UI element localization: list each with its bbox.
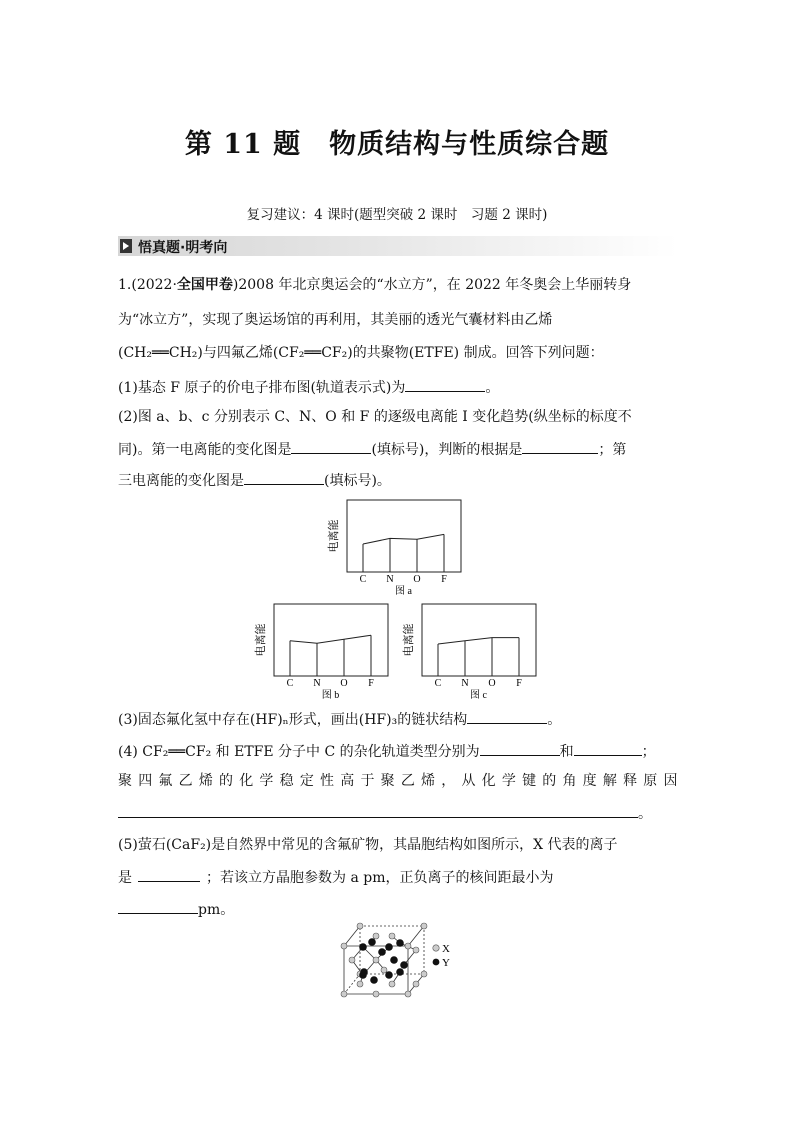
x-ion: [357, 923, 363, 929]
chart-tick-label: F: [441, 574, 447, 585]
chart-b-svg: [252, 598, 392, 702]
chart-tick-label: C: [286, 678, 294, 689]
part-2-line-1: (2)图 a、b、c 分别表示 C、N、O 和 F 的逐级电离能 I 变化趋势(纵坐标的标度不: [118, 409, 632, 425]
chart-tick-label: O: [488, 678, 496, 689]
y-ion: [370, 976, 378, 984]
chart-ylabel: 电离能: [328, 519, 340, 553]
answer-blank-2b[interactable]: [522, 438, 598, 454]
part-2-line-3: 三电离能的变化图是 (填标号)。: [118, 469, 680, 490]
x-ion: [341, 943, 347, 949]
x-ion: [389, 933, 395, 939]
chart-tick-label: F: [368, 678, 374, 689]
part-5-line-2: 是 ；若该立方晶胞参数为 a pm，正负离子的核间距最小为: [118, 866, 680, 887]
x-ion: [373, 933, 379, 939]
chart-ylabel: 电离能: [403, 623, 415, 657]
unit-cell-edges: [344, 926, 424, 994]
y-ion: [396, 968, 404, 976]
part-2-line-2: 同)。第一电离能的变化图是 (填标号)，判断的根据是 ；第: [118, 438, 680, 459]
y-ion: [400, 961, 408, 969]
figure-c: [400, 598, 540, 702]
x-ion: [357, 981, 363, 987]
y-ion: [385, 971, 393, 979]
y-ion: [378, 948, 386, 956]
chart-tick-label: C: [434, 678, 442, 689]
answer-blank-3[interactable]: [467, 708, 547, 724]
answer-blank-4a[interactable]: [480, 740, 560, 756]
legend-x-marker: [433, 945, 439, 951]
chart-tick-label: N: [313, 678, 321, 689]
part-5-line-3: pm。: [118, 898, 680, 919]
figure-a: [325, 494, 465, 598]
y-ion: [396, 939, 404, 947]
chart-tick-label: O: [413, 574, 421, 585]
part-1: (1)基态 F 原子的价电子排布图(轨道表示式)为 。: [118, 376, 680, 397]
chart-tick-label: F: [516, 678, 522, 689]
chart-series-line: [290, 635, 371, 643]
part-5-line-1: (5)萤石(CaF₂)是自然界中常见的含氟矿物，其晶胞结构如图所示，X 代表的离子: [118, 837, 618, 853]
x-ion: [381, 967, 387, 973]
section-banner-label: 悟真题·明考向: [138, 240, 228, 256]
answer-blank-2c[interactable]: [244, 469, 324, 485]
part-3: (3)固态氟化氢中存在(HF)ₙ形式，画出(HF)₃的链状结构 。: [118, 708, 680, 729]
fluorite-unit-cell-figure: [334, 920, 464, 1002]
legend-x-label: X: [442, 943, 450, 955]
chart-c-svg: [400, 598, 540, 702]
chart-series-line: [438, 638, 519, 644]
part-4-line-1: (4) CF₂══CF₂ 和 ETFE 分子中 C 的杂化轨道类型分别为 和 ；: [118, 740, 680, 761]
unit-cell-diagram: [334, 920, 464, 1002]
study-suggestion: 复习建议：4 课时(题型突破 2 课时 习题 2 课时): [246, 207, 548, 223]
x-ion: [405, 991, 411, 997]
x-ion: [421, 923, 427, 929]
section-marker-icon: [120, 239, 132, 253]
x-ion: [405, 943, 411, 949]
chart-tick-label: N: [461, 678, 469, 689]
answer-blank-5a[interactable]: [138, 866, 200, 882]
answer-blank-5b[interactable]: [118, 898, 198, 914]
chart-ylabel: 电离能: [255, 623, 267, 657]
part-4-line-2: 聚四氟乙烯的化学稳定性高于聚乙烯，从化学键的角度解释原因: [118, 773, 680, 789]
legend-y-marker: [433, 959, 440, 966]
y-ion: [390, 956, 398, 964]
x-ion: [389, 981, 395, 987]
figure-b: [252, 598, 392, 702]
x-ion: [349, 957, 355, 963]
question-intro-line-1: 1.(2022·全国甲卷)2008 年北京奥运会的“水立方”，在 2022 年冬奥会上华丽转身: [118, 277, 632, 293]
chart-caption: 图 b: [321, 690, 340, 701]
answer-blank-1[interactable]: [405, 376, 485, 392]
chart-tick-label: N: [386, 574, 394, 585]
chart-caption: 图 a: [395, 586, 412, 597]
chart-a-svg: [325, 494, 465, 598]
chart-series-line: [363, 534, 444, 544]
question-intro-line-2: 为“冰立方”，实现了奥运场馆的再利用，其美丽的透光气囊材料由乙烯: [118, 312, 553, 328]
x-ion: [413, 947, 419, 953]
chart-tick-label: O: [340, 678, 348, 689]
part-4-line-3: 。: [118, 802, 680, 823]
question-intro-line-3: (CH₂══CH₂)与四氟乙烯(CF₂══CF₂)的共聚物(ETFE) 制成。回答下列问题：: [118, 345, 604, 361]
legend-y-label: Y: [442, 957, 450, 969]
answer-blank-2a[interactable]: [291, 438, 371, 454]
y-ion: [360, 968, 368, 976]
x-ion: [373, 957, 379, 963]
chart-tick-label: C: [359, 574, 367, 585]
y-ion: [368, 938, 376, 946]
answer-blank-4b[interactable]: [574, 740, 642, 756]
x-ion: [421, 971, 427, 977]
y-ion: [385, 943, 393, 951]
section-banner: [118, 236, 678, 256]
y-ion: [359, 943, 367, 951]
chart-caption: 图 c: [470, 690, 487, 701]
page-title: 第 11 题 物质结构与性质综合题: [184, 129, 610, 160]
answer-blank-4c[interactable]: [118, 802, 638, 818]
x-ion: [413, 981, 419, 987]
x-ion: [373, 991, 379, 997]
x-ion: [341, 991, 347, 997]
